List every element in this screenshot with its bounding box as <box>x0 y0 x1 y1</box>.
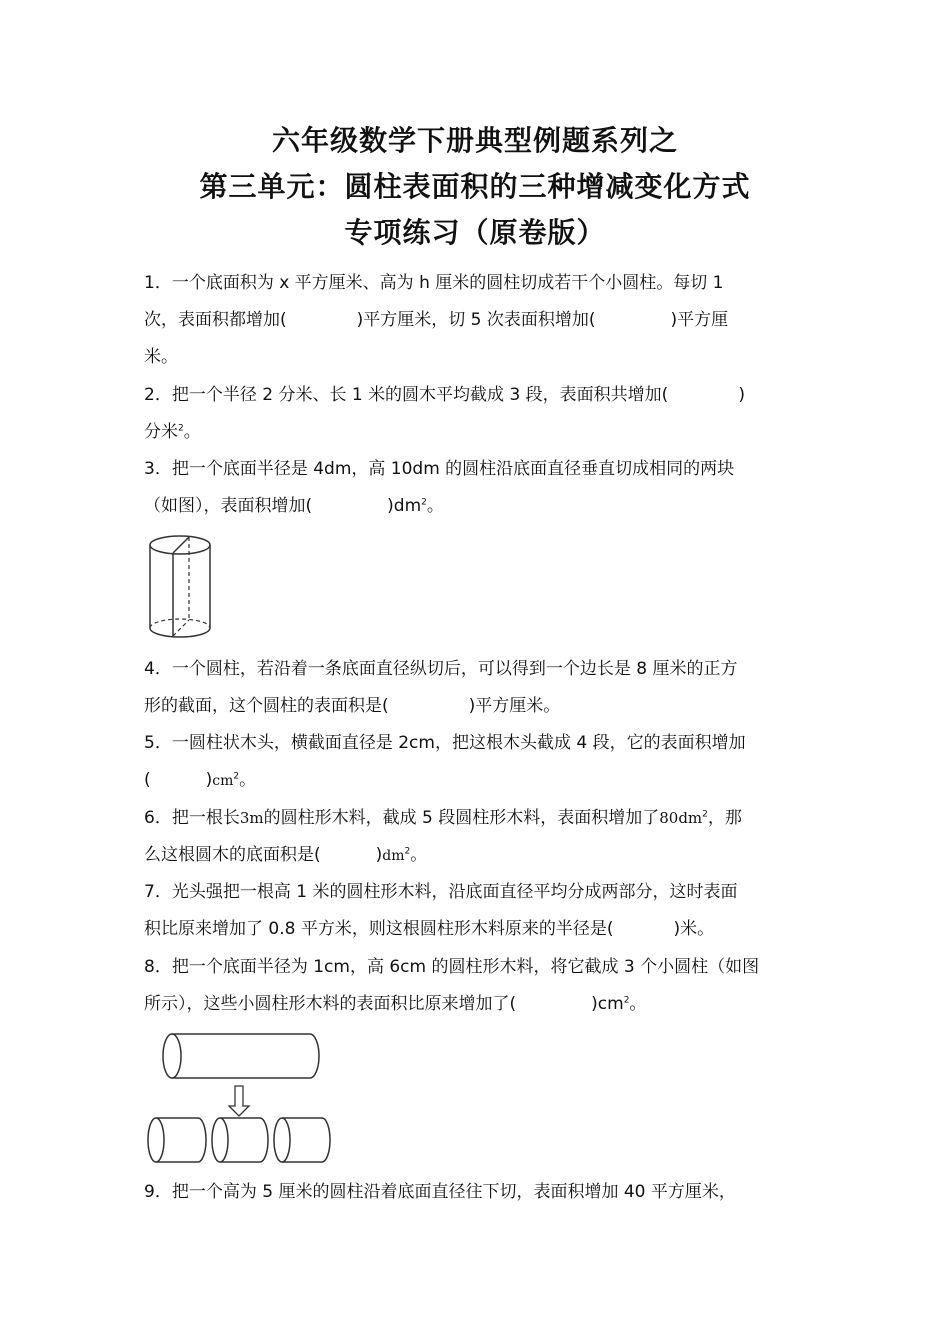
question-1 <box>144 265 814 376</box>
question-5 <box>144 725 814 800</box>
question-7 <box>144 874 814 948</box>
piece-2-left-end <box>212 1118 228 1162</box>
q5-line-1: 5．一圆柱状木头，横截面直径是 2cm，把这根木头截成 4 段，它的表面积增加 <box>144 733 746 753</box>
q1-line-2: 次，表面积都增加( )平方厘米，切 5 次表面积增加( )平方厘 <box>144 310 729 330</box>
question-3 <box>144 451 814 525</box>
q8-line-2: 所示），这些小圆柱形木料的表面积比原来增加了( )$cm^2$。 <box>144 994 647 1014</box>
piece-3-right-end <box>322 1118 330 1162</box>
q1-line-3: 米。 <box>144 347 178 367</box>
q1-line-1: 1．一个底面积为 x 平方厘米、高为 h 厘米的圆柱切成若干个小圆柱。每切 1 <box>144 273 724 293</box>
q3-line-1: 3．把一个底面半径是 4dm，高 10dm 的圆柱沿底面直径垂直切成相同的两块 <box>144 459 735 479</box>
cylinder-bottom-back <box>150 619 210 628</box>
cylinder-three-pieces-figure <box>140 1028 340 1168</box>
q2-line-2: 分米$^2$。 <box>144 422 201 442</box>
question-9 <box>144 1174 814 1211</box>
document-titles <box>0 118 950 256</box>
down-arrow-icon <box>229 1086 249 1116</box>
title-unit: 第三单元：圆柱表面积的三种增减变化方式 <box>199 170 751 203</box>
q9-line-1: 9．把一个高为 5 厘米的圆柱沿着底面直径往下切，表面积增加 40 平方厘米， <box>144 1182 736 1202</box>
q2-line-1: 2．把一个半径 2 分米、长 1 米的圆木平均截成 3 段，表面积共增加( ) <box>144 385 745 405</box>
question-6 <box>144 800 814 875</box>
q4-line-2: 形的截面，这个圆柱的表面积是( )平方厘米。 <box>144 696 561 716</box>
long-cylinder-left-end <box>163 1034 181 1078</box>
piece-1-right-end <box>198 1118 206 1162</box>
q3-line-2: （如图），表面积增加( )$dm^2$。 <box>144 496 444 516</box>
q6-line-1: 6．把一根长3m的圆柱形木料，截成 5 段圆柱形木料，表面积增加了$80dm^2$，那 <box>144 808 742 828</box>
question-4 <box>144 651 814 725</box>
long-cylinder-right-end <box>310 1034 319 1078</box>
piece-3-left-end <box>274 1118 290 1162</box>
title-series: 六年级数学下册典型例题系列之 <box>271 124 678 157</box>
title-practice: 专项练习（原卷版） <box>344 216 606 249</box>
q5-line-2: ( )$cm^2$。 <box>144 770 257 790</box>
question-2 <box>144 377 814 451</box>
q4-line-1: 4．一个圆柱，若沿着一条底面直径纵切后，可以得到一个边长是 8 厘米的正方 <box>144 659 738 679</box>
q6-line-2: 么这根圆木的底面积是( )$dm^2$。 <box>144 845 428 865</box>
question-8 <box>144 949 814 1023</box>
piece-1-left-end <box>148 1118 164 1162</box>
q8-line-1: 8．把一个底面半径为 1cm，高 6cm 的圆柱形木料，将它截成 3 个小圆柱（如图 <box>144 957 760 977</box>
piece-2-right-end <box>260 1118 268 1162</box>
cylinder-cut-figure <box>143 533 223 643</box>
q7-line-2: 积比原来增加了 0.8 平方米，则这根圆柱形木料原来的半径是( )米。 <box>144 919 715 939</box>
cut-top-line <box>173 537 189 553</box>
q7-line-1: 7．光头强把一根高 1 米的圆柱形木料，沿底面直径平均分成两部分，这时表面 <box>144 882 738 902</box>
cut-bottom-line <box>173 620 189 636</box>
